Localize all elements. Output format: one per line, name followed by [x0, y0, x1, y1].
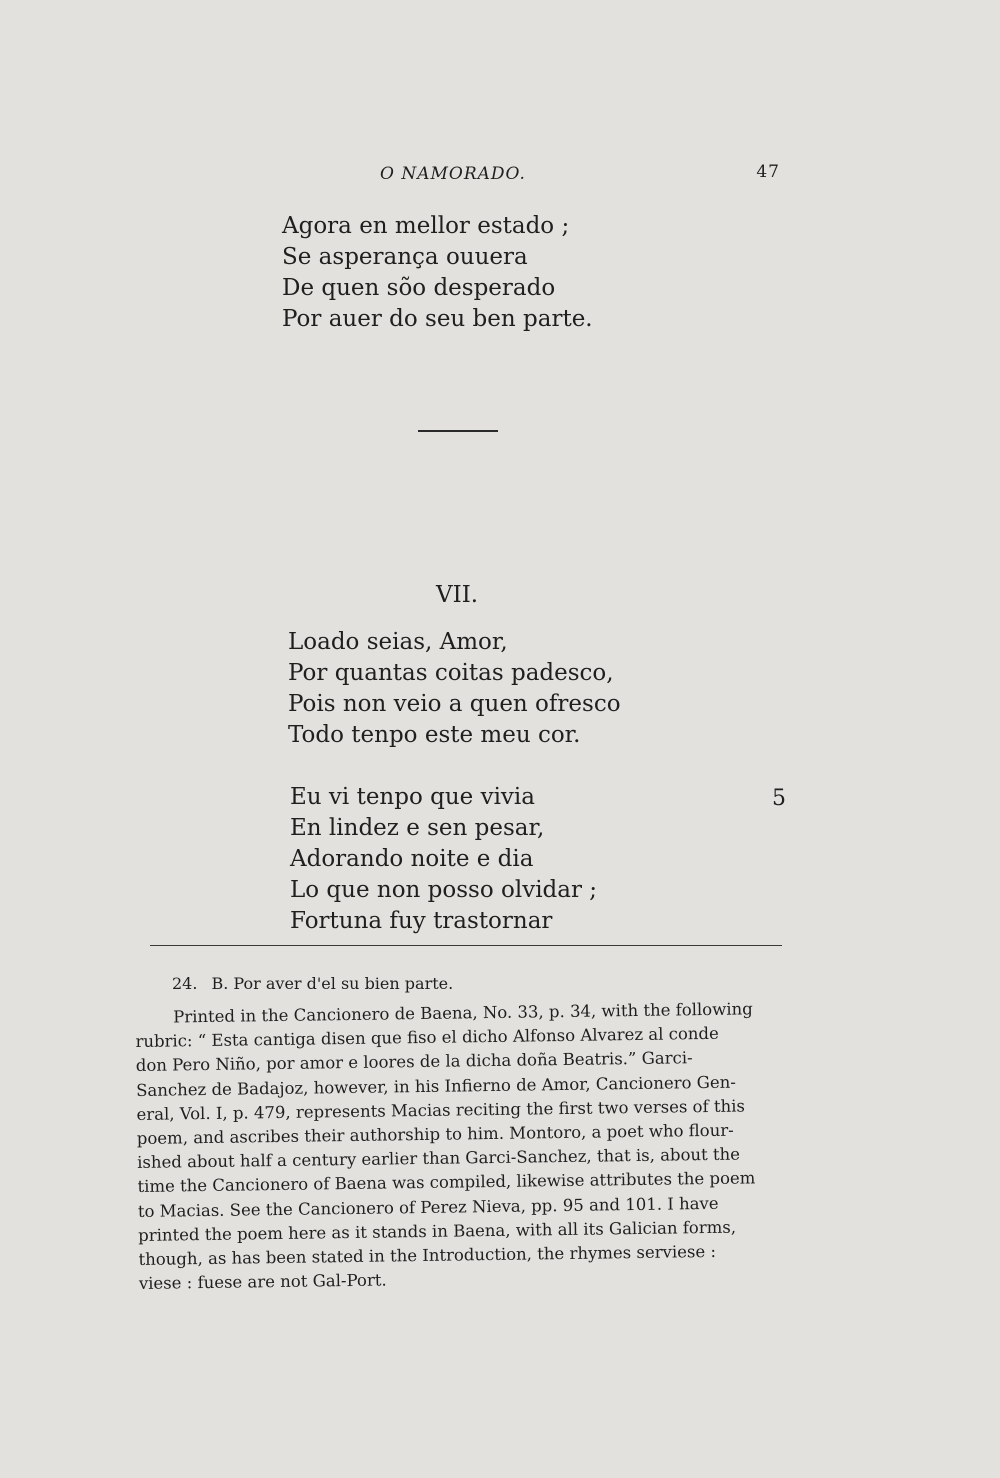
section-heading: VII. [436, 582, 479, 608]
footnote-line: Printed in the Cancionero de Baena, No. 33, p. 34, with the following [173, 999, 753, 1027]
verse-line: Loado seias, Amor, [288, 629, 508, 655]
footnote-line: don Pero Niño, por amor e loores de la dicha doña Beatris.” Garci- [135, 1048, 693, 1076]
footnote-line: printed the poem here as it stands in Baena, with all its Galician forms, [138, 1217, 737, 1245]
verse-line: Se asperança ouuera [282, 244, 528, 270]
verse-line: De quen sõo desperado [282, 275, 556, 301]
page-number: 47 [756, 162, 780, 182]
footnote-line: ished about half a century earlier than Garci-Sanchez, that is, about the [137, 1144, 741, 1173]
verse-line: Adorando noite e dia [290, 846, 534, 872]
stanza-continued [282, 211, 593, 335]
variant-number: 24. [172, 974, 198, 993]
footnote-rule [150, 945, 782, 946]
variant-text: B. Por aver d'el su bien parte. [211, 974, 454, 993]
footnote-line: though, as has been stated in the Introduction, the rhymes serviese : [138, 1241, 717, 1270]
footnote-line: to Macias. See the Cancionero of Perez Nieva, pp. 95 and 101. I have [137, 1193, 719, 1221]
verse-line: Todo tenpo este meu cor. [288, 722, 581, 748]
footnote-line: rubric: “ Esta cantiga disen que fiso el dicho Alfonso Alvarez al conde [135, 1024, 719, 1052]
verse-line: Lo que non posso olvidar ; [290, 877, 598, 903]
footnote-line: poem, and ascribes their authorship to him. Montoro, a poet who flour- [136, 1120, 734, 1149]
line-number: 5 [772, 786, 786, 811]
verse-line: Por auer do seu ben parte. [282, 306, 593, 332]
stanza-two [290, 782, 597, 937]
verse-line: En lindez e sen pesar, [290, 815, 545, 841]
verse-line: Fortuna fuy trastornar [290, 908, 553, 934]
footnote-line: time the Cancionero of Baena was compiled, likewise attributes the poem [137, 1168, 756, 1197]
footnote-line: Sanchez de Badajoz, however, in his Infierno de Amor, Cancionero Gen- [136, 1072, 737, 1100]
verse-line: Agora en mellor estado ; [282, 213, 570, 239]
verse-line: Eu vi tenpo que vivia [290, 784, 535, 810]
verse-line: Por quantas coitas padesco, [288, 660, 614, 686]
stanza-one [288, 627, 621, 751]
variant-note [172, 974, 453, 993]
footnote-line: viese : fuese are not Gal-Port. [138, 1270, 387, 1294]
verse-line: Pois non veio a quen ofresco [288, 691, 621, 717]
footnote-paragraph [135, 997, 794, 1297]
footnote-line: eral, Vol. I, p. 479, represents Macias reciting the first two verses of this [136, 1096, 746, 1124]
running-title: O NAMORADO. [380, 164, 526, 184]
section-divider [418, 430, 498, 432]
running-head [380, 160, 780, 188]
